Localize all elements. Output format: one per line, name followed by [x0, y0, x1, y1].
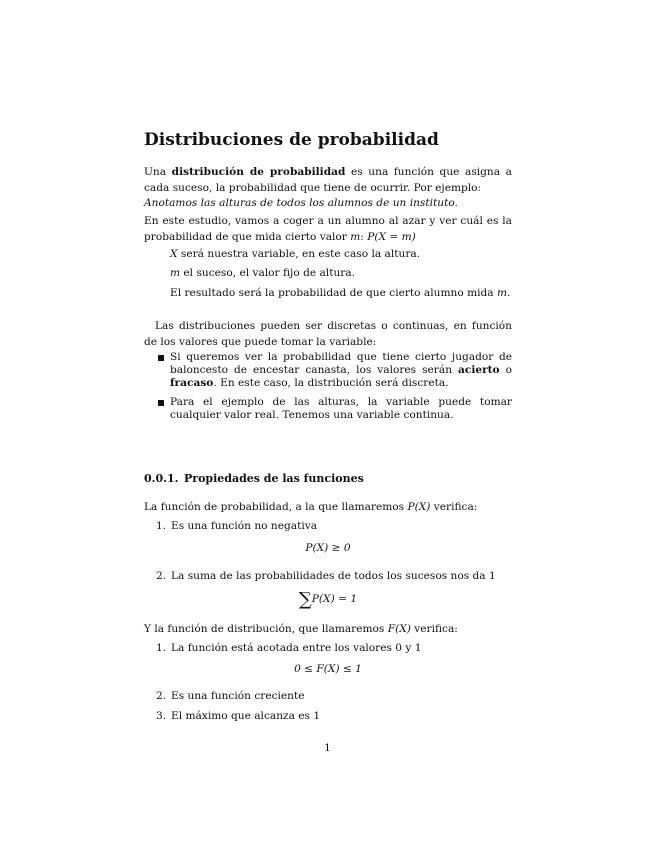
probability-intro-text: La función de probabilidad, a la que llamaremos: [144, 501, 408, 513]
property-text: Es una función creciente: [171, 690, 305, 702]
property-text: La función está acotada entre los valores 0 y 1: [171, 642, 422, 654]
distribution-function: F(X): [387, 623, 411, 635]
section-title: Propiedades de las funciones: [184, 472, 364, 485]
event-description: [170, 265, 512, 281]
probability-formula: P(X = m): [367, 231, 416, 243]
study-text: En este estudio, vamos a coger a un alumno al azar y ver cuál es la probabilidad de que mida cierto valor: [144, 215, 512, 243]
discrete-example: [170, 351, 512, 390]
variable-description-text: será nuestra variable, en este caso la altura.: [177, 248, 421, 260]
list-number: 1.: [156, 520, 167, 532]
discrete-example-end: . En este caso, la distribución será discreta.: [213, 377, 449, 389]
sum-symbol: ∑: [298, 589, 312, 610]
success-term: acierto: [458, 364, 500, 376]
sum-formula: [144, 591, 512, 608]
bounded-formula: 0 ≤ F(X) ≤ 1: [294, 663, 362, 675]
distribution-intro-end: verifica:: [410, 623, 458, 635]
result-variable: m: [496, 287, 508, 299]
result-period: .: [507, 287, 511, 299]
section-number: 0.0.1.: [144, 472, 179, 485]
distribution-intro-text: Y la función de distribución, que llamaremos: [144, 623, 388, 635]
variable-x: X: [170, 248, 178, 260]
probability-intro-end: verifica:: [430, 501, 478, 513]
list-number: 2.: [156, 690, 167, 702]
failure-term: fracaso: [170, 377, 214, 389]
probability-function-intro: [144, 499, 512, 515]
distribution-function-intro: [144, 621, 512, 637]
list-number: 1.: [156, 642, 167, 654]
variable-description: [170, 246, 512, 262]
variable-m: m: [350, 231, 361, 243]
definition-text-start: Una: [144, 166, 172, 178]
discrete-example-text: Si queremos ver la probabilidad que tiene cierto jugador de baloncesto de encestar canasta, los valores serán: [170, 351, 512, 376]
property-text: El máximo que alcanza es 1: [171, 710, 321, 722]
continuous-example: Para el ejemplo de las alturas, la variable puede tomar cualquier valor real. Tenemos una variable continua.: [170, 396, 512, 421]
section-heading: [144, 472, 364, 486]
probability-function: P(X): [407, 501, 431, 513]
study-paragraph: [144, 213, 512, 245]
page-number: 1: [324, 742, 331, 754]
definition-paragraph: [144, 164, 512, 196]
list-number: 2.: [156, 570, 167, 582]
sum-equation: P(X) = 1: [311, 593, 358, 605]
bullet-icon: [158, 355, 164, 361]
event-description-text: el suceso, el valor fijo de altura.: [180, 267, 356, 279]
or-text: o: [499, 364, 512, 376]
definition-term: distribución de probabilidad: [171, 166, 346, 178]
list-number: 3.: [156, 710, 167, 722]
distribution-types-paragraph: Las distribuciones pueden ser discretas o continuas, en función de los valores que puede tomar la variable:: [144, 320, 512, 348]
example-paragraph: Anotamos las alturas de todos los alumnos de un instituto.: [144, 197, 458, 209]
event-variable: m: [170, 267, 181, 279]
property-text: Es una función no negativa: [171, 520, 318, 532]
result-description: [170, 285, 512, 301]
property-text: La suma de las probabilidades de todos los sucesos nos da 1: [171, 570, 496, 582]
colon: :: [360, 231, 368, 243]
nonnegative-formula: P(X) ≥ 0: [305, 542, 351, 554]
page-title: Distribuciones de probabilidad: [144, 130, 439, 150]
result-description-text: El resultado será la probabilidad de que cierto alumno mida: [170, 287, 497, 299]
bullet-icon: [158, 400, 164, 406]
definition-text-end: es una función que asigna a cada suceso, la probabilidad que tiene de ocurrir. Por ejemplo:: [144, 166, 512, 194]
